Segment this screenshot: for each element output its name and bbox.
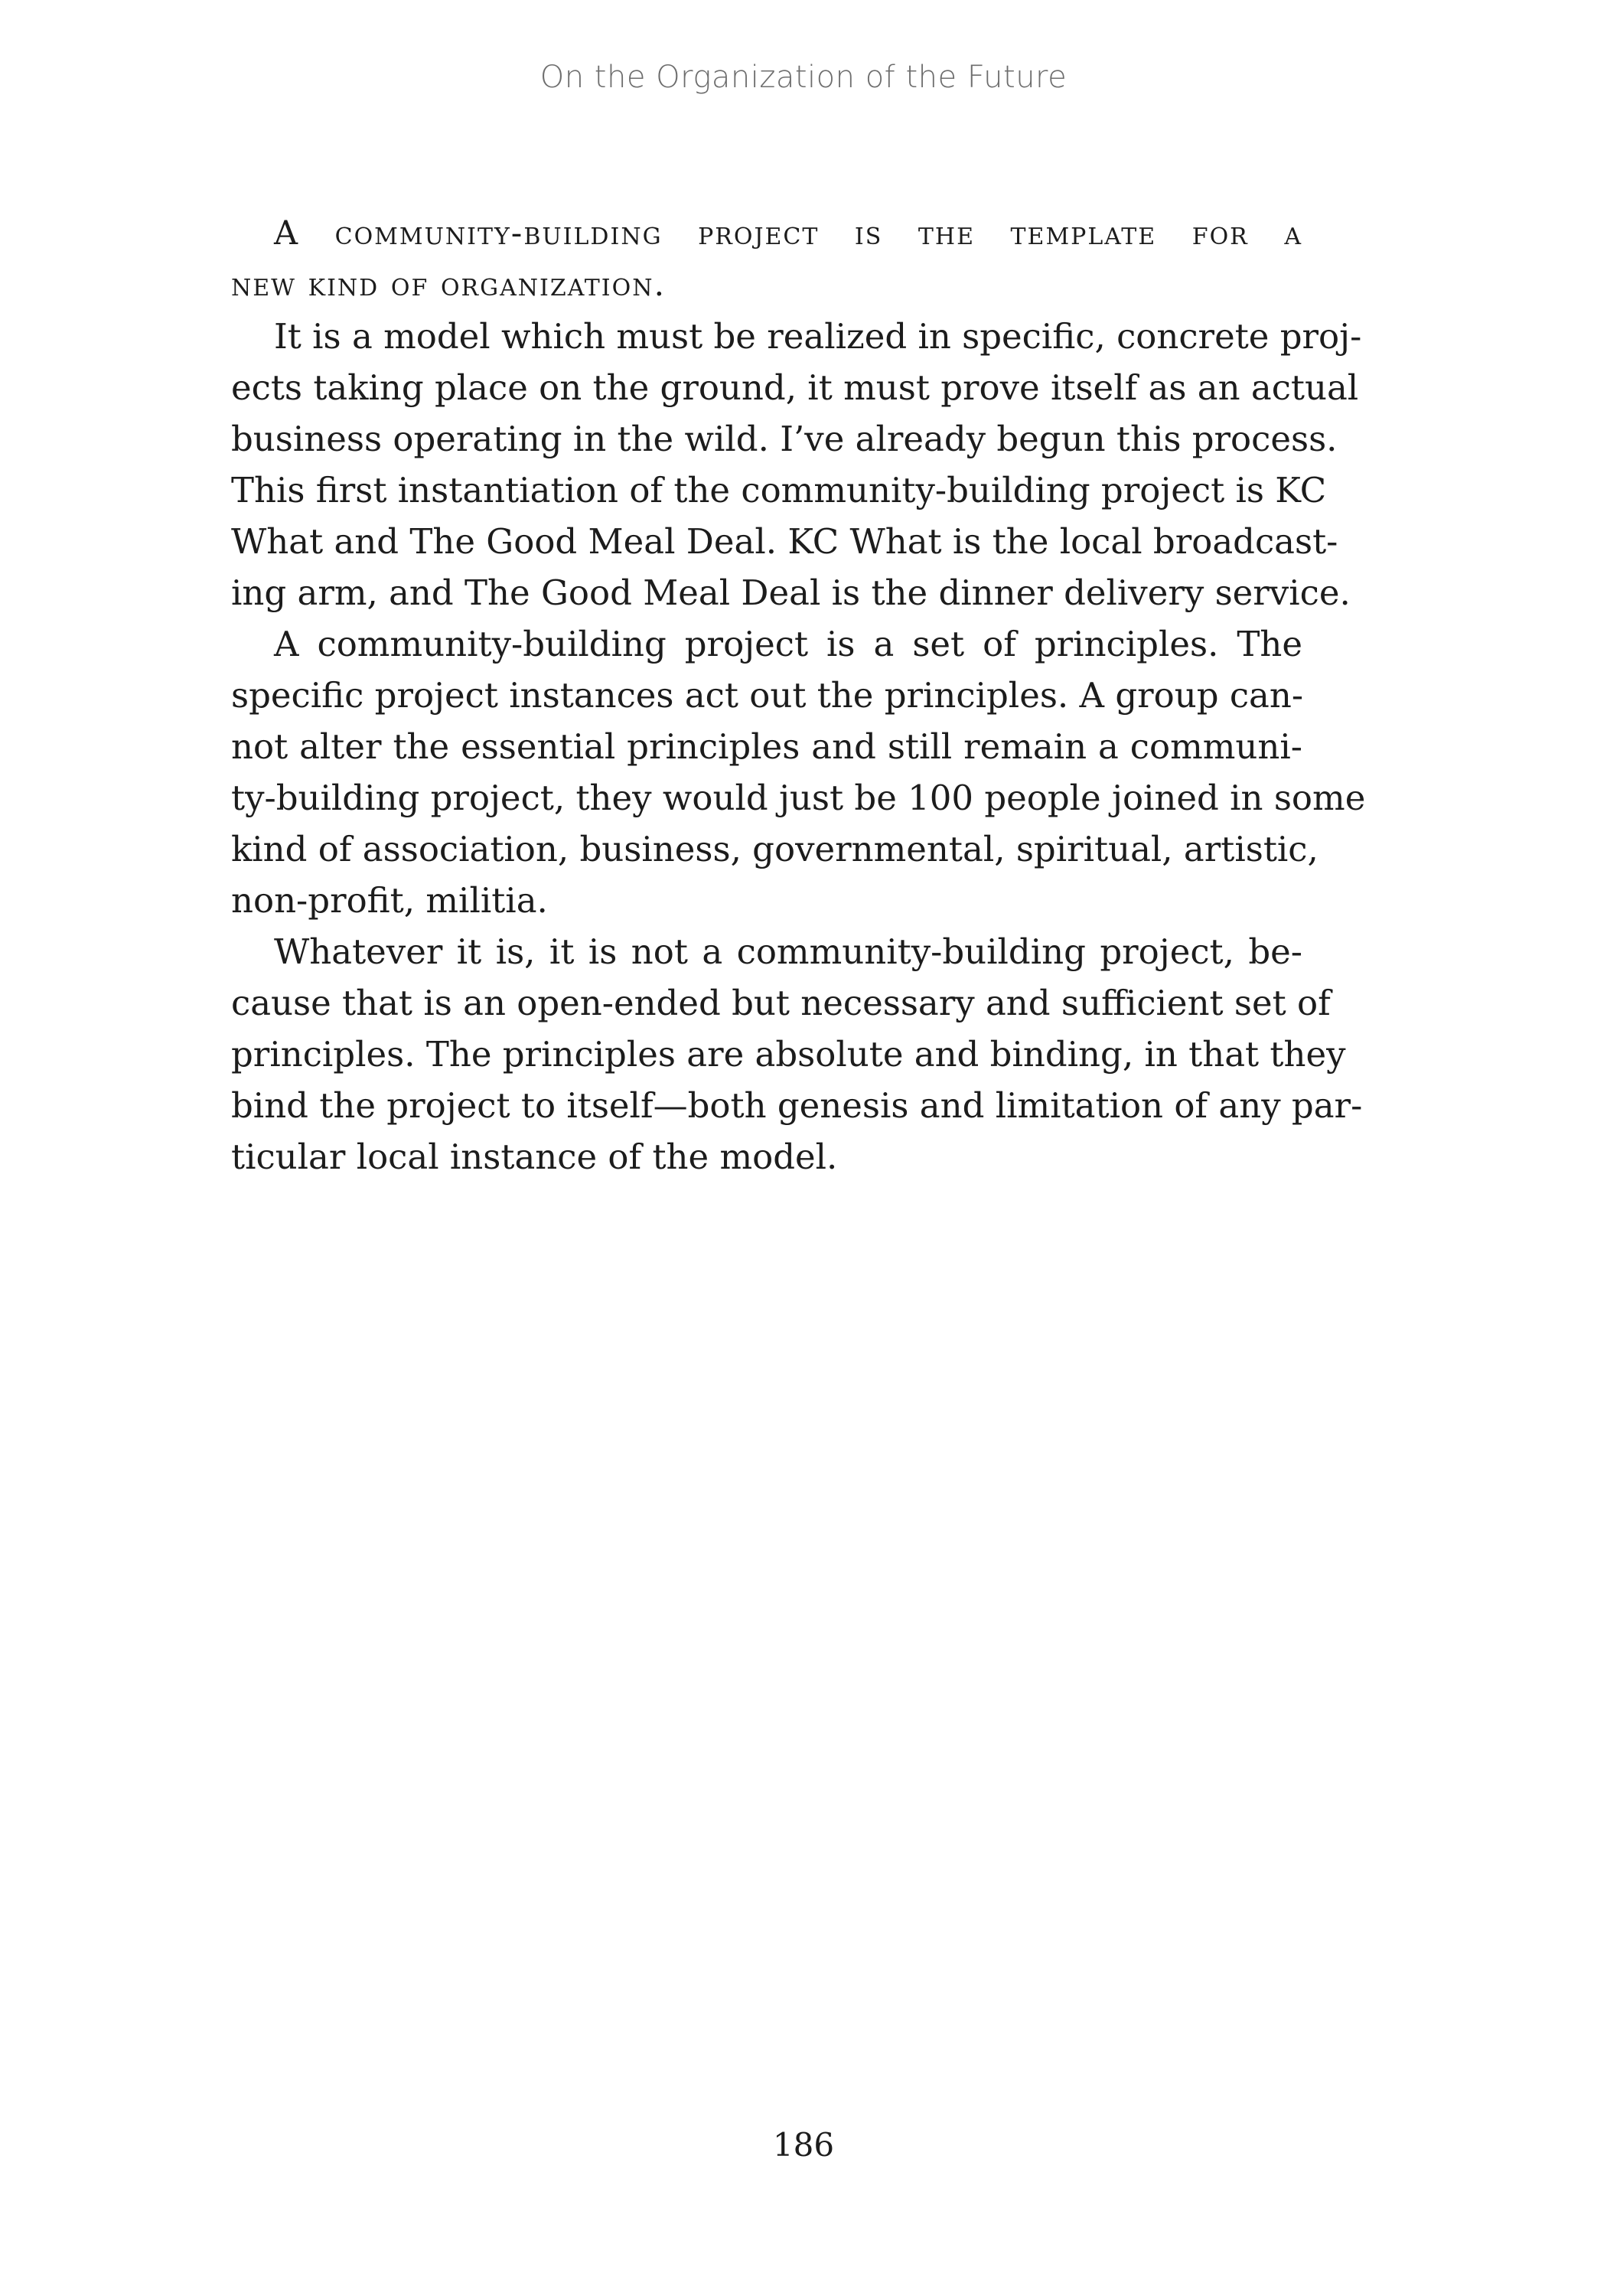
page-number: 186 <box>772 2126 835 2164</box>
paragraph-line: ticular local instance of the model. <box>231 1137 838 1177</box>
paragraph-2 <box>231 618 1366 926</box>
paragraph-line: What and The Good Meal Deal. KC What is the local broadcast- <box>231 521 1338 562</box>
paragraph-line: ty-building project, they would just be 100 people joined in some <box>231 778 1366 818</box>
paragraph-line: A community-building project is a set of principles. The <box>274 624 1302 664</box>
paragraph-line: ing arm, and The Good Meal Deal is the dinner delivery service. <box>231 572 1351 613</box>
paragraph-line: business operating in the wild. I’ve already begun this process. <box>231 419 1338 459</box>
running-header: On the Organization of the Future <box>539 60 1068 95</box>
paragraph-line: It is a model which must be realized in specific, concrete proj- <box>274 316 1362 357</box>
paragraph-line: principles. The principles are absolute and binding, in that they <box>231 1034 1346 1075</box>
paragraph-line: bind the project to itself—both genesis and limitation of any par- <box>231 1085 1363 1126</box>
paragraph-line: not alter the essential principles and still remain a communi- <box>231 726 1302 767</box>
paragraph-1 <box>231 311 1362 618</box>
paragraph-line: specific project instances act out the principles. A group can- <box>231 675 1304 716</box>
opening-line: A community-building project is the template for a <box>274 214 1302 253</box>
paragraph-3 <box>231 926 1363 1182</box>
paragraph-line: This first instantiation of the community-building project is KC <box>231 470 1327 510</box>
paragraph-line: non-profit, militia. <box>231 880 548 921</box>
paragraph-line: cause that is an open-ended but necessary and sufficient set of <box>231 983 1331 1023</box>
opening-line: new kind of organization. <box>231 266 667 304</box>
paragraph-line: kind of association, business, governmental, spiritual, artistic, <box>231 829 1319 869</box>
body-text <box>231 208 1366 1182</box>
paragraph-line: Whatever it is, it is not a community-building project, be- <box>274 931 1302 972</box>
opening-statement <box>231 208 1302 311</box>
paragraph-line: ects taking place on the ground, it must prove itself as an actual <box>231 367 1359 408</box>
